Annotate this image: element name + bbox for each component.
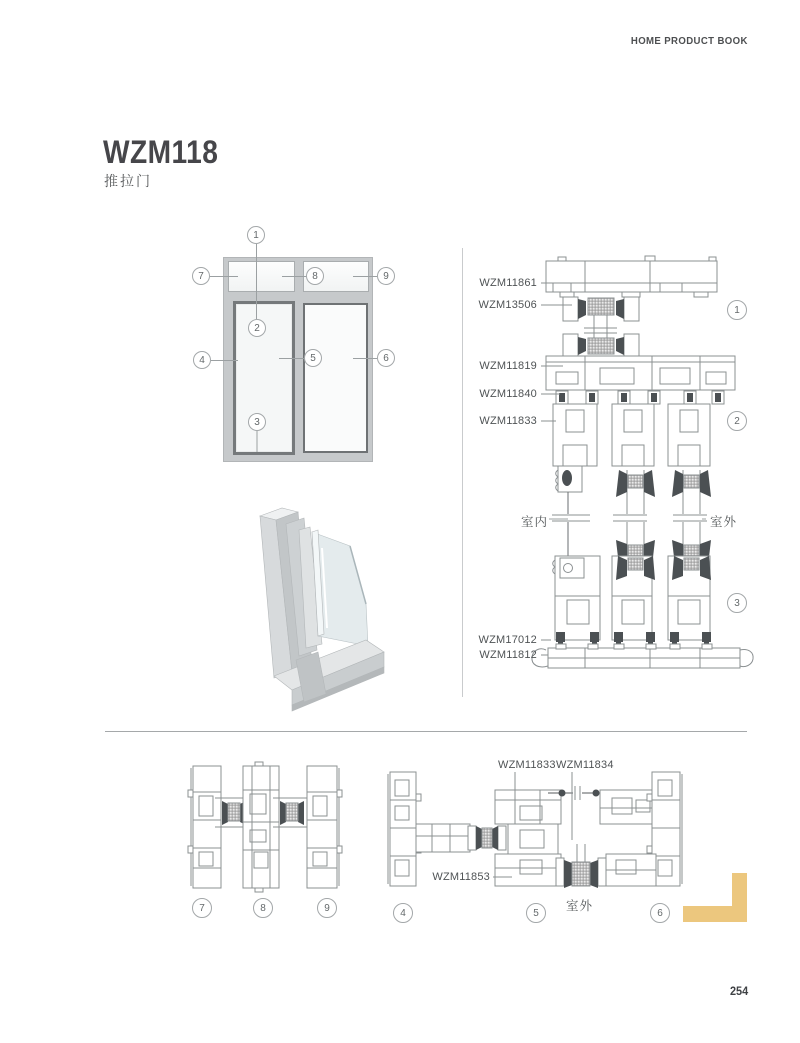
section-callout-3: 3 xyxy=(727,593,747,613)
product-model-title: WZM118 xyxy=(103,134,219,170)
part-label: WZM11819 xyxy=(479,360,537,372)
transom-pane-left xyxy=(228,261,295,292)
part-label: WZM17012 xyxy=(478,634,537,646)
callout-8: 8 xyxy=(306,267,324,285)
section-3-drawing xyxy=(532,556,753,668)
outdoor-label: 室外 xyxy=(710,515,738,529)
callout-2: 2 xyxy=(248,319,266,337)
section-789-drawing xyxy=(188,762,342,892)
callout-9: 9 xyxy=(377,267,395,285)
part-label: WZM11853 xyxy=(432,871,490,883)
part-label: WZM11812 xyxy=(479,649,537,661)
book-title: HOME PRODUCT BOOK xyxy=(631,36,748,47)
page-number: 254 xyxy=(729,986,748,998)
section-1-drawing xyxy=(546,256,717,356)
section-callout-6: 6 xyxy=(650,903,670,923)
outdoor-label-bottom: 室外 xyxy=(566,899,594,913)
indoor-label: 室内 xyxy=(521,515,549,529)
part-label: WZM13506 xyxy=(478,299,537,311)
accent-corner-shape xyxy=(683,906,747,922)
product-category-cn: 推拉门 xyxy=(104,173,152,189)
part-label: WZM11861 xyxy=(479,277,537,289)
section-callout-4: 4 xyxy=(393,903,413,923)
callout-1: 1 xyxy=(247,226,265,244)
elevation-diagram xyxy=(223,257,373,462)
part-label: WZM11834 xyxy=(556,759,614,771)
section-callout-7: 7 xyxy=(192,898,212,918)
section-callout-1: 1 xyxy=(727,300,747,320)
section-2-drawing xyxy=(546,356,738,572)
profile-3d-render xyxy=(260,508,384,711)
part-label: WZM11833 xyxy=(479,415,537,427)
section-callout-5: 5 xyxy=(526,903,546,923)
callout-6: 6 xyxy=(377,349,395,367)
section-callout-2: 2 xyxy=(727,411,747,431)
callout-4: 4 xyxy=(193,351,211,369)
part-label: WZM11840 xyxy=(479,388,537,400)
callout-7: 7 xyxy=(192,267,210,285)
sliding-sash-right xyxy=(303,303,368,453)
section-callout-8: 8 xyxy=(253,898,273,918)
right-label-leaders xyxy=(541,283,706,655)
part-label: WZM11833 xyxy=(498,759,556,771)
section-callout-9: 9 xyxy=(317,898,337,918)
callout-3: 3 xyxy=(248,413,266,431)
callout-5: 5 xyxy=(304,349,322,367)
